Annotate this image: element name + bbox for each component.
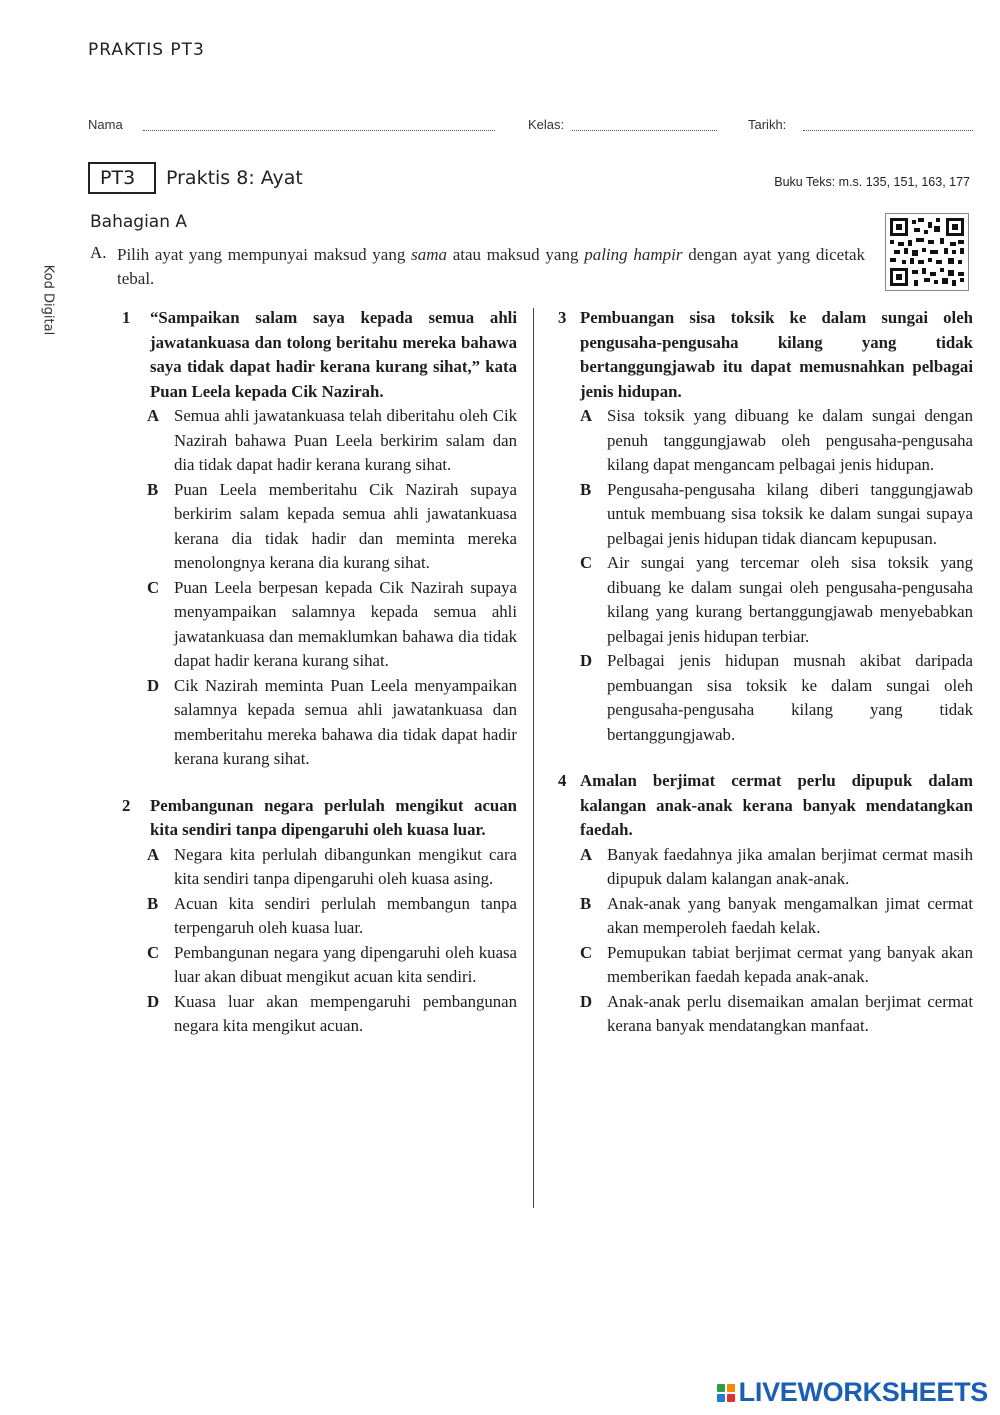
section-title: Bahagian A bbox=[90, 212, 188, 232]
option-letter: D bbox=[147, 991, 160, 1011]
question-text: Amalan berjimat cermat perlu dipupuk dalam kalangan anak-anak kerana banyak mendatangkan faedah. bbox=[580, 771, 973, 839]
question-stem bbox=[122, 306, 517, 404]
option-text: Pengusaha-pengusaha kilang diberi tanggungjawab untuk membuang sisa toksik ke dalam sungai supaya pelbagai jenis hidupan tidak diancam kepupusan. bbox=[607, 479, 973, 548]
option-text: Kuasa luar akan mempengaruhi pembangunan negara kita mengikut acuan. bbox=[174, 991, 517, 1035]
option-d[interactable] bbox=[580, 990, 973, 1039]
option-c[interactable] bbox=[147, 576, 517, 674]
option-a[interactable] bbox=[580, 404, 973, 478]
option-text: Sisa toksik yang dibuang ke dalam sungai dengan penuh tanggungjawab oleh pengusaha-pengusaha kilang dapat mengancam pelbagai jenis hidupan. bbox=[607, 406, 973, 474]
textbook-reference: Buku Teks: m.s. 135, 151, 163, 177 bbox=[774, 175, 970, 189]
option-letter: D bbox=[580, 991, 593, 1011]
column-divider bbox=[533, 308, 534, 1208]
liveworksheets-icon bbox=[717, 1384, 735, 1402]
question-number: 1 bbox=[122, 308, 131, 327]
option-letter: C bbox=[147, 577, 160, 597]
option-text: Air sungai yang tercemar oleh sisa toksik yang dibuang ke dalam sungai oleh pengusaha-pengusaha kilang yang kurang bertanggungjawab menyebabkan pelbagai jenis hidupan terbiar. bbox=[607, 553, 973, 646]
question-number: 3 bbox=[558, 308, 567, 327]
option-c[interactable] bbox=[147, 941, 517, 990]
instruction-part: Pilih ayat yang mempunyai maksud yang bbox=[117, 245, 412, 264]
option-text: Anak-anak yang banyak mengamalkan jimat cermat akan memperoleh faedah kelak. bbox=[607, 893, 973, 937]
left-column bbox=[122, 306, 517, 1061]
nama-field[interactable] bbox=[143, 130, 495, 131]
option-a[interactable] bbox=[580, 843, 973, 892]
brand-name: LIVEWORKSHEETS bbox=[738, 1377, 988, 1407]
option-letter: A bbox=[580, 406, 593, 425]
question-stem bbox=[558, 769, 973, 843]
option-text: Negara kita perlulah dibangunkan mengikut cara kita sendiri tanpa dipengaruhi oleh kuasa asing. bbox=[174, 844, 517, 888]
option-d[interactable] bbox=[147, 674, 517, 772]
question-2 bbox=[122, 794, 517, 1039]
instruction-text bbox=[117, 243, 865, 291]
logo-square bbox=[717, 1384, 725, 1392]
logo-square bbox=[727, 1384, 735, 1392]
option-d[interactable] bbox=[147, 990, 517, 1039]
option-a[interactable] bbox=[147, 843, 517, 892]
option-c[interactable] bbox=[580, 551, 973, 649]
question-text: “Sampaikan salam saya kepada semua ahli jawatankuasa dan tolong beritahu mereka bahawa saya tidak dapat hadir kerana kurang sihat,” kata Puan Leela kepada Cik Nazirah. bbox=[150, 308, 517, 401]
option-letter: A bbox=[147, 406, 160, 425]
instruction-emphasis: sama bbox=[411, 245, 447, 264]
option-letter: A bbox=[580, 844, 593, 864]
tarikh-label: Tarikh: bbox=[748, 117, 787, 132]
pt3-badge: PT3 bbox=[88, 162, 156, 194]
option-letter: B bbox=[580, 893, 592, 913]
option-a[interactable] bbox=[147, 404, 517, 478]
qr-code-icon bbox=[885, 213, 969, 291]
option-text: Anak-anak perlu disemaikan amalan berjimat cermat kerana banyak mendatangkan manfaat. bbox=[607, 991, 973, 1035]
instruction-part: atau maksud yang bbox=[447, 245, 585, 264]
instruction-emphasis: paling hampir bbox=[584, 245, 683, 264]
side-label bbox=[28, 245, 68, 355]
kelas-field[interactable] bbox=[572, 130, 717, 131]
page-title: Praktis 8: Ayat bbox=[166, 167, 303, 189]
student-info-row bbox=[88, 117, 973, 137]
tarikh-field[interactable] bbox=[803, 130, 973, 131]
option-text: Puan Leela berpesan kepada Cik Nazirah supaya menyampaikan salamnya kepada semua ahli jawatankuasa dan memaklumkan bahawa dia tidak dapat hadir kerana kurang sihat. bbox=[174, 577, 517, 670]
option-letter: B bbox=[580, 479, 592, 499]
option-b[interactable] bbox=[147, 478, 517, 576]
option-letter: D bbox=[147, 675, 160, 695]
option-letter: D bbox=[580, 651, 593, 670]
option-b[interactable] bbox=[580, 892, 973, 941]
option-b[interactable] bbox=[147, 892, 517, 941]
option-text: Cik Nazirah meminta Puan Leela menyampaikan salamnya kepada semua ahli jawatankuasa dan memberitahu mereka bahawa dia tidak dapat hadir kerana kurang sihat. bbox=[174, 675, 517, 768]
option-c[interactable] bbox=[580, 941, 973, 990]
option-b[interactable] bbox=[580, 478, 973, 552]
question-text: Pembangunan negara perlulah mengikut acuan kita sendiri tanpa dipengaruhi oleh kuasa luar. bbox=[150, 795, 517, 839]
kelas-label: Kelas: bbox=[528, 117, 565, 132]
logo-square bbox=[717, 1394, 725, 1402]
right-column bbox=[558, 306, 973, 1061]
option-d[interactable] bbox=[580, 649, 973, 747]
liveworksheets-logo[interactable] bbox=[717, 1377, 988, 1408]
option-letter: C bbox=[580, 942, 593, 962]
side-label-text: Kod Digital bbox=[40, 264, 56, 336]
question-stem bbox=[122, 794, 517, 843]
option-text: Acuan kita sendiri perlulah membangun tanpa terpengaruh oleh kuasa luar. bbox=[174, 893, 517, 937]
question-number: 4 bbox=[558, 771, 567, 790]
option-letter: C bbox=[147, 942, 160, 962]
option-text: Pelbagai jenis hidupan musnah akibat daripada pembuangan sisa toksik ke dalam sungai oleh pengusaha-pengusaha kilang yang tidak bertanggungjawab. bbox=[607, 651, 973, 744]
option-letter: B bbox=[147, 479, 159, 499]
nama-label: Nama bbox=[88, 117, 123, 132]
option-text: Puan Leela memberitahu Cik Nazirah supaya berkirim salam kepada semua ahli jawatankuasa kerana dia tidak hadir dan meminta mereka menolongnya kerana dia kurang sihat. bbox=[174, 479, 517, 572]
option-letter: A bbox=[147, 844, 160, 864]
option-letter: B bbox=[147, 893, 159, 913]
question-1 bbox=[122, 306, 517, 772]
question-stem bbox=[558, 306, 973, 404]
instruction-letter: A. bbox=[90, 243, 107, 262]
option-text: Pemupukan tabiat berjimat cermat yang banyak akan memberikan faedah kepada anak-anak. bbox=[607, 942, 973, 986]
option-text: Semua ahli jawatankuasa telah diberitahu oleh Cik Nazirah bahawa Puan Leela berkirim salam dan dia tidak dapat hadir kerana kurang sihat. bbox=[174, 406, 517, 474]
option-text: Pembangunan negara yang dipengaruhi oleh kuasa luar akan dibuat mengikut acuan kita sendiri. bbox=[174, 942, 517, 986]
option-text: Banyak faedahnya jika amalan berjimat cermat masih dipupuk dalam kalangan anak-anak. bbox=[607, 844, 973, 888]
instruction-part: dengan ayat yang dicetak tebal. bbox=[117, 245, 865, 288]
page-header-title: PRAKTIS PT3 bbox=[88, 40, 205, 60]
question-number: 2 bbox=[122, 795, 131, 815]
question-text: Pembuangan sisa toksik ke dalam sungai oleh pengusaha-pengusaha kilang yang tidak bertanggungjawab itu dapat memusnahkan pelbagai jenis hidupan. bbox=[580, 308, 973, 401]
question-4 bbox=[558, 769, 973, 1039]
question-3 bbox=[558, 306, 973, 747]
option-letter: C bbox=[580, 553, 593, 572]
qr-code-graphic bbox=[890, 218, 964, 286]
logo-square bbox=[727, 1394, 735, 1402]
